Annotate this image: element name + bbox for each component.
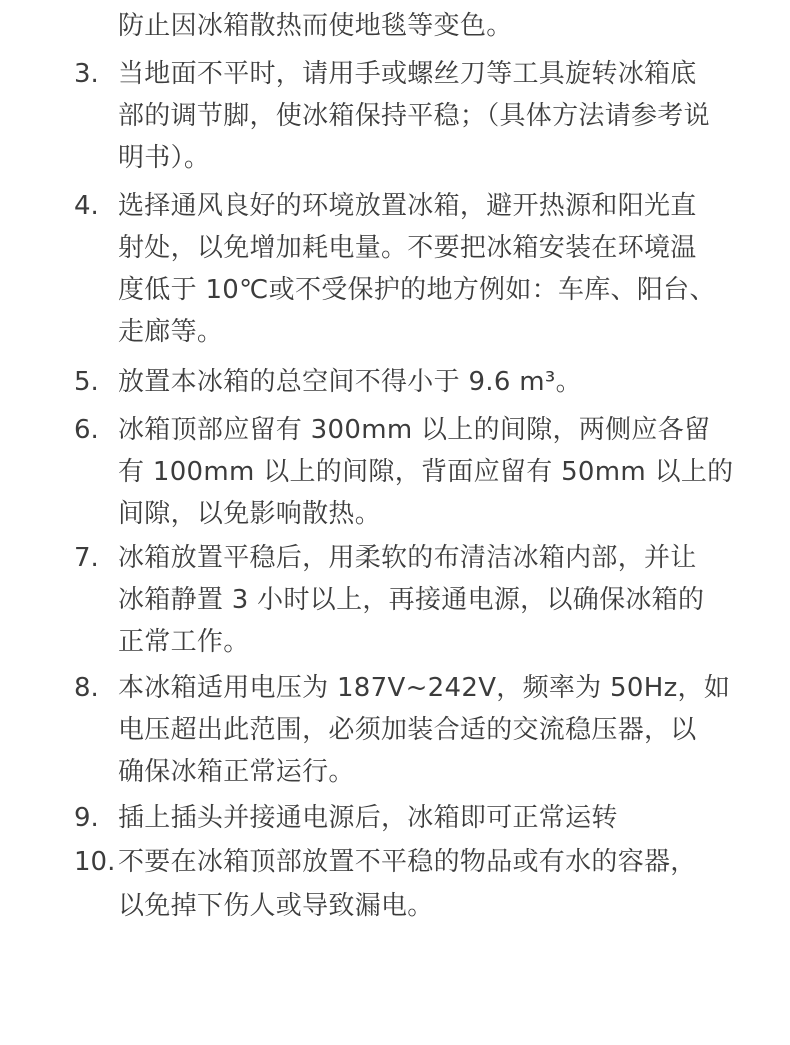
list-item-line: 有 100mm 以上的间隙，背面应留有 50mm 以上的 bbox=[118, 457, 734, 487]
list-item-line: 射处，以免增加耗电量。不要把冰箱安装在环境温 bbox=[118, 233, 697, 263]
list-item-line: 度低于 10℃或不受保护的地方例如：车库、阳台、 bbox=[118, 275, 716, 305]
list-item-line: 部的调节脚，使冰箱保持平稳；（具体方法请参考说 bbox=[118, 101, 710, 131]
list-item-number: 8. bbox=[74, 673, 99, 703]
list-item-line: 走廊等。 bbox=[118, 317, 224, 347]
list-item-line: 明书）。 bbox=[118, 143, 211, 173]
list-item-line: 不要在冰箱顶部放置不平稳的物品或有水的容器， bbox=[118, 847, 697, 877]
list-item-line: 冰箱静置 3 小时以上，再接通电源，以确保冰箱的 bbox=[118, 585, 705, 615]
list-item-number: 4. bbox=[74, 191, 99, 221]
list-item-line: 确保冰箱正常运行。 bbox=[118, 757, 355, 787]
list-item-line: 放置本冰箱的总空间不得小于 9.6 m³。 bbox=[118, 367, 582, 397]
list-item-number: 9. bbox=[74, 803, 99, 833]
list-item-line: 间隙，以免影响散热。 bbox=[118, 499, 382, 529]
list-item-line: 本冰箱适用电压为 187V~242V，频率为 50Hz，如 bbox=[118, 673, 731, 703]
list-item-line: 冰箱放置平稳后，用柔软的布清洁冰箱内部，并让 bbox=[118, 543, 697, 573]
list-item-number: 5. bbox=[74, 367, 99, 397]
list-item-line: 冰箱顶部应留有 300mm 以上的间隙，两侧应各留 bbox=[118, 415, 711, 445]
list-item-line: 选择通风良好的环境放置冰箱，避开热源和阳光直 bbox=[118, 191, 697, 221]
list-item-line: 插上插头并接通电源后，冰箱即可正常运转 bbox=[118, 803, 618, 833]
list-item-line: 正常工作。 bbox=[118, 627, 250, 657]
list-item-number: 10. bbox=[74, 847, 116, 877]
list-item-line: 当地面不平时，请用手或螺丝刀等工具旋转冰箱底 bbox=[118, 59, 697, 89]
list-item-number: 3. bbox=[74, 59, 99, 89]
list-item-line: 以免掉下伤人或导致漏电。 bbox=[118, 891, 434, 921]
list-item-number: 6. bbox=[74, 415, 99, 445]
list-item-line: 电压超出此范围，必须加装合适的交流稳压器，以 bbox=[118, 715, 697, 745]
list-item-number: 7. bbox=[74, 543, 99, 573]
list-item-line: 防止因冰箱散热而使地毯等变色。 bbox=[118, 11, 513, 41]
